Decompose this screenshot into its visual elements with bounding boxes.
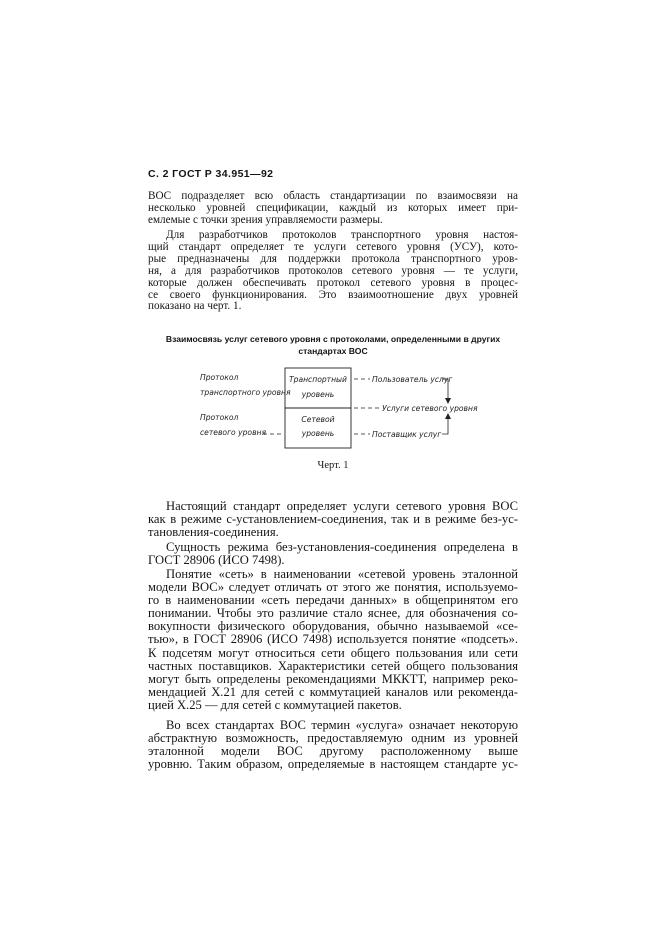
text-line: ВОС подразделяет всю область стандартизации по взаимосвязи на [148,190,518,202]
body-paragraph-4 [148,719,518,771]
body-paragraph-3 [148,568,518,712]
text-line: частных поставщиков. Характеристики сетей общего пользования [148,658,518,673]
text-line: цией X.25 — для сетей с коммутацией пакетов. [148,697,402,712]
text-line: се своего функционирования. Это взаимоотношение двух уровней [148,288,518,301]
figure-label: Черт. 1 [317,460,349,471]
text-line: эталонной модели ВОС другому расположенному выше [148,744,518,759]
left-top-label-line-2: транспортного уровня [200,388,291,397]
text-line: тановления-соединения. [148,525,279,540]
intro-paragraph-1 [148,191,518,227]
text-line: ня, а для разработчиков протоколов сетевого уровня — те услуги, [148,264,518,277]
up-arrow-icon [445,413,451,419]
body-paragraph-1 [148,500,518,539]
box-top-label-line-1: Транспортный [288,375,348,384]
text-line: вокупности физического оборудования, обычно называемой «се- [148,619,518,634]
text-line: мендацией X.21 для сетей с коммутацией каналов или рекоменда- [148,684,518,699]
left-bottom-label-line-1: Протокол [200,413,239,422]
text-line: Сущность режима без-установления-соединения определена в [166,540,518,554]
text-line: ГОСТ 28906 (ИСО 7498). [148,553,285,568]
layer-diagram [180,364,480,454]
text-line: Понятие «сеть» в наименовании «сетевой уровень эталонной [166,567,518,581]
text-line: понимании. Чтобы это различие стало яснее, для обозначения со- [148,606,518,621]
box-bottom-label-line-1: Сетевой [301,415,335,424]
text-line: рые предназначены для поддержки протокола транспортного уров- [148,252,518,265]
right-mid-label: Услуги сетевого уровня [382,404,478,413]
intro-paragraph-2 [148,230,518,313]
text-line: Настоящий стандарт определяет услуги сетевого уровня ВОС [166,499,518,513]
text-line: Для разработчиков протоколов транспортного уровня настоя- [166,229,518,241]
right-top-label: Пользователь услуг [372,375,453,384]
caption-line: Взаимосвязь услуг сетевого уровня с протоколами, определенными в других [165,334,501,344]
text-line: показано на черт. 1. [148,300,242,313]
text-line: несколько уровней спецификации, каждый из которых имеет при- [148,201,518,214]
text-line: го в наименовании «сеть передачи данных» в общепринятом его [148,593,518,608]
left-bottom-label-line-2: сетевого уровня [200,428,267,437]
figure-caption [148,333,518,357]
text-line: могут быть определены рекомендациями МККТТ, например реко- [148,671,518,686]
text-line: емлемые с точки зрения управляемости размеры. [148,213,383,226]
text-line: уровню. Таким образом, определяемые в настоящем стандарте ус- [148,757,518,772]
left-top-label-line-1: Протокол [200,373,239,382]
caption-line: стандартах ВОС [298,346,368,356]
box-top-label-line-2: уровень [301,390,335,399]
text-line: тью», в ГОСТ 28906 (ИСО 7498) используется понятие «подсеть». [148,632,518,647]
box-bottom-label-line-2: уровень [301,429,335,438]
text-line: модели ВОС» следует отличать от этого же понятия, используемо- [148,580,518,595]
body-paragraph-2 [148,541,518,567]
text-line: К подсетям могут относиться сети общего пользования или сети [148,645,518,660]
text-line: которые должен обеспечивать протокол сетевого уровня в процес- [148,276,518,289]
text-line: как в режиме с-установлением-соединения, так и в режиме без-ус- [148,512,518,527]
text-line: Во всех стандартах ВОС термин «услуга» означает некоторую [166,718,518,732]
right-bottom-label: Поставщик услуг [372,430,442,439]
text-line: щий стандарт определяет те услуги сетевого уровня (УСУ), кото- [148,240,518,253]
text-line: абстрактную возможность, предоставляемую одним из уровней [148,731,518,746]
page-header: С. 2 ГОСТ Р 34.951—92 [148,168,274,180]
